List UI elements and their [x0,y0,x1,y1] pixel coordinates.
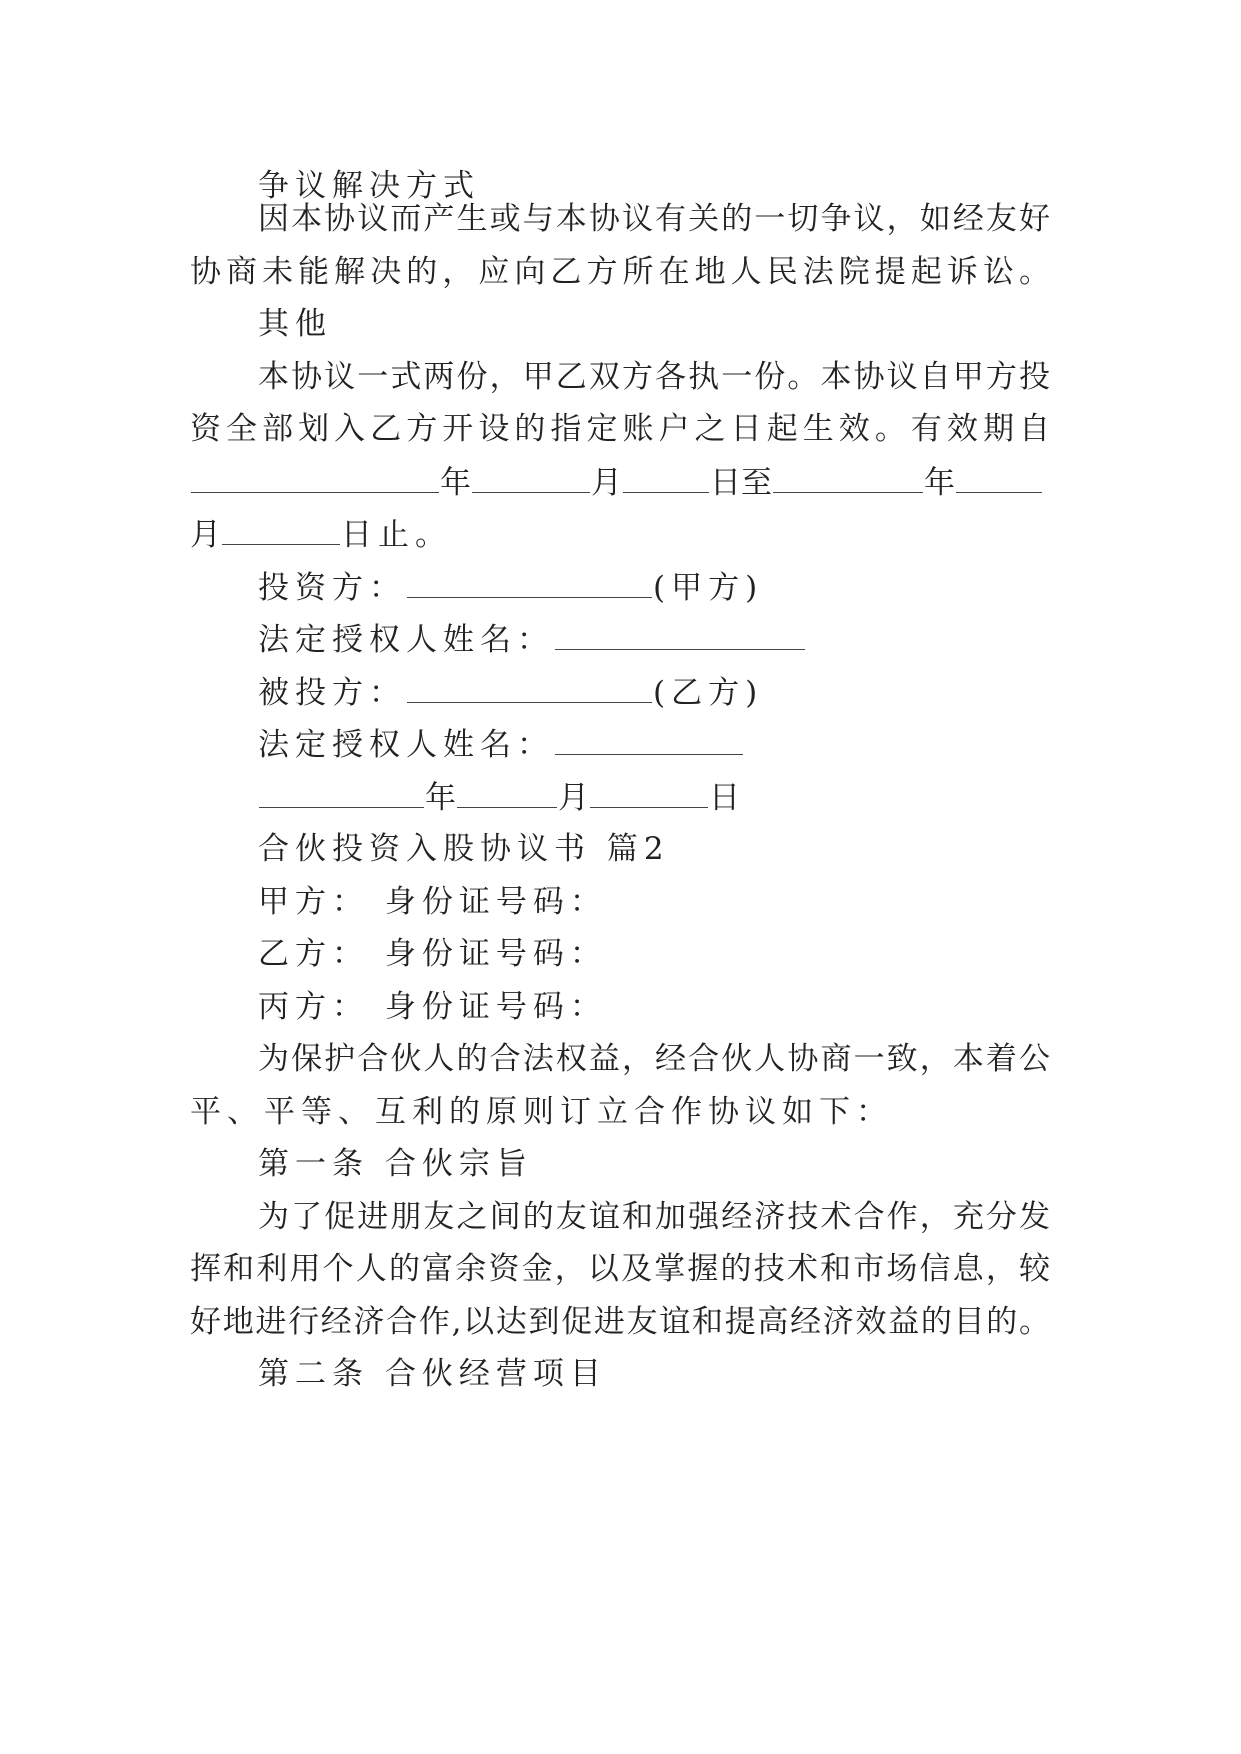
party-a-representative-line: 法定授权人姓名： [258,619,806,660]
paragraph-line: 平、平等、互利的原则订立合作协议如下： [190,1094,893,1130]
party-b-id-line: 乙方： 身份证号码： [258,936,607,972]
validity-date-line: 年 月 日至 年 [190,462,1043,503]
party-c-id-line: 丙方： 身份证号码： [258,989,607,1025]
blank-line [956,462,1042,493]
paragraph-line: 因本协议而产生或与本协议有关的一切争议，如经友好 [258,201,1050,237]
party-a-id-line: 甲方： 身份证号码： [258,884,607,920]
validity-end-line: 月 日止。 [190,514,452,555]
paragraph-line: 挥和利用个人的富余资金，以及掌握的技术和市场信息，较 [190,1251,1050,1287]
paragraph-line: 资全部划入乙方开设的指定账户之日起生效。有效期自 [190,411,1050,447]
blank-line [191,462,439,493]
blank-line [773,462,923,493]
party-b-representative-line: 法定授权人姓名： [258,724,744,765]
blank-line [407,567,652,598]
blank-line [457,777,557,808]
heading-other: 其他 [258,306,332,342]
article-2-heading: 第二条 合伙经营项目 [258,1356,607,1392]
section-title-part-2: 合伙投资入股协议书 篇2 [258,831,670,867]
blank-line [590,777,708,808]
heading-dispute-resolution: 争议解决方式 [258,168,480,204]
blank-line [259,777,424,808]
investee-line: 被投方： (乙方) [258,672,763,713]
blank-line [407,672,652,703]
paragraph-line: 为了促进朋友之间的友谊和加强经济技术合作，充分发 [258,1199,1050,1235]
article-1-heading: 第一条 合伙宗旨 [258,1146,533,1182]
paragraph-line: 好地进行经济合作,以达到促进友谊和提高经济效益的目的。 [190,1304,1050,1340]
signature-date-line: 年 月 日 [258,777,740,818]
paragraph-line: 为保护合伙人的合法权益，经合伙人协商一致，本着公 [258,1041,1050,1077]
blank-line [555,619,805,650]
blank-line [623,462,709,493]
paragraph-line: 协商未能解决的，应向乙方所在地人民法院提起诉讼。 [190,254,1050,290]
blank-line [472,462,590,493]
blank-line [222,514,340,545]
paragraph-line: 本协议一式两份，甲乙双方各执一份。本协议自甲方投 [258,359,1050,395]
blank-line [555,724,743,755]
investor-line: 投资方： (甲方) [258,567,763,608]
